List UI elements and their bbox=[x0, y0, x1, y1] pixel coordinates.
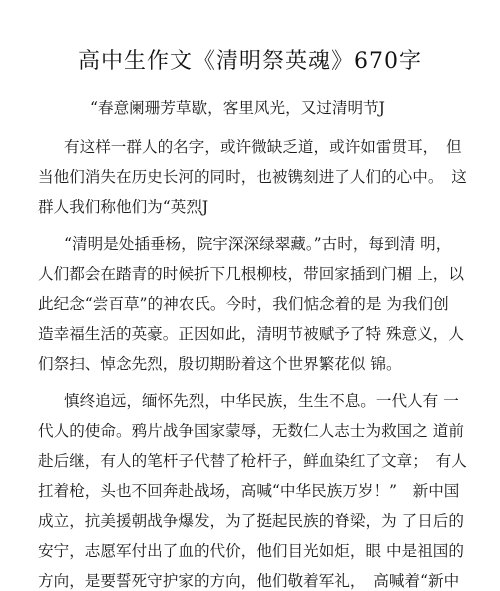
paragraph-line: 慎终追远，缅怀先烈，中华民族，生生不息。一代人有 一 bbox=[64, 392, 459, 410]
paragraph-line: 此纪念“尝百草”的神农氏。今时，我们惦念着的是 为我们创 bbox=[38, 295, 449, 313]
paragraph-line: 安宁，志愿军付出了血的代价，他们目光如炬，眼 中是祖国的 bbox=[38, 542, 464, 560]
paragraph-line: 们祭扫、悼念先烈，殷切期盼着这个世界繁花似 锦。 bbox=[38, 355, 402, 373]
paragraph-line: 群人我们称他们为“英烈J bbox=[38, 198, 209, 216]
document-title: 高中生作文《清明祭英魂》670字 bbox=[78, 49, 422, 74]
paragraph-line: “春意阑珊芳草歇，客里风光，又过清明节J bbox=[90, 99, 385, 117]
paragraph-line: 成立，抗美援朝战争爆发，为了挺起民族的脊梁，为 了日后的 bbox=[38, 512, 464, 530]
paragraph-line: 造幸福生活的英豪。正因如此，清明节被赋予了特 殊意义，人 bbox=[38, 325, 464, 343]
paragraph-line: 扛着枪，头也不回奔赴战场，高喊“中华民族万岁！” 新中国 bbox=[38, 482, 460, 500]
paragraph-line: 赴后继，有人的笔杆子代替了枪杆子，鲜血染红了文章； 有人 bbox=[38, 452, 467, 470]
paragraph-line: 有这样一群人的名字，或许微缺乏道，或许如雷贯耳， 但 bbox=[64, 138, 462, 156]
paragraph-line: 方向，是要誓死守护家的方向，他们敬着军礼， 高喊着“新中 bbox=[38, 572, 460, 590]
paragraph-line: “清明是处插垂杨，院宇深深绿翠藏。”古时，每到清 明， bbox=[64, 235, 452, 253]
paragraph-line: 人们都会在踏青的时候折下几根柳枝，带回家插到门楣 上，以 bbox=[38, 265, 464, 283]
paragraph-line: 代人的使命。鸦片战争国家蒙辱，无数仁人志士为救国之 道前 bbox=[38, 422, 464, 440]
paragraph-line: 当他们消失在历史长河的同时，也被镌刻进了人们的心中。 这 bbox=[38, 168, 467, 186]
